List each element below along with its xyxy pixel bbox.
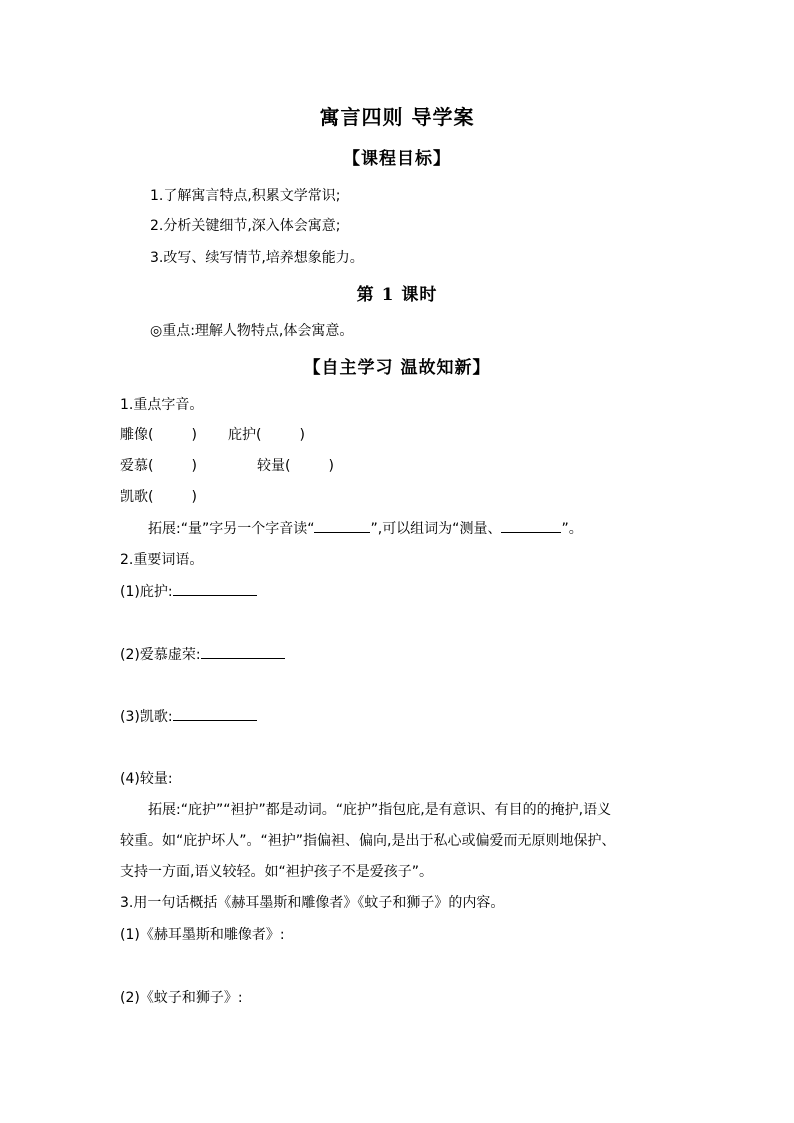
- answer-blank[interactable]: [314, 518, 370, 533]
- vocab-item: (3)凯歌:: [120, 706, 257, 727]
- question-1-title: 1.重点字音。: [120, 397, 204, 413]
- question-1-extension: 拓展:“量”字另一个字音读“ ”,可以组词为“测量、 ”。: [148, 518, 583, 539]
- objective-item: 1.了解寓言特点,积累文学常识;: [150, 188, 341, 204]
- page-title: 寓言四则 导学案: [319, 105, 475, 129]
- word: 雕像(: [120, 427, 154, 443]
- pronunciation-item: 雕像( ): [120, 427, 197, 443]
- vocab-item: (2)爱慕虚荣:: [120, 644, 285, 665]
- question-2-extension: 拓展:“庇护”“袒护”都是动词。“庇护”指包庇,是有意识、有目的的掩护,语义: [148, 802, 612, 818]
- question-2-extension: 较重。如“庇护坏人”。“袒护”指偏袒、偏向,是出于私心或偏爱而无原则地保护、: [120, 833, 616, 849]
- pronunciation-item: 庇护( ): [228, 427, 305, 443]
- summary-item: (2)《蚊子和狮子》:: [120, 990, 243, 1006]
- answer-blank[interactable]: [501, 518, 561, 533]
- word: 爱慕(: [120, 458, 154, 474]
- objective-item: 2.分析关键细节,深入体会寓意;: [150, 218, 341, 234]
- summary-item: (1)《赫耳墨斯和雕像者》:: [120, 927, 285, 943]
- pronunciation-item: 爱慕( ): [120, 458, 197, 474]
- word: 凯歌(: [120, 489, 154, 505]
- answer-blank[interactable]: [201, 644, 285, 659]
- answer-blank[interactable]: [173, 706, 257, 721]
- vocab-item: (4)较量:: [120, 771, 173, 787]
- lesson-heading: 第 1 课时: [356, 285, 438, 305]
- objectives-heading: 【课程目标】: [343, 149, 451, 169]
- question-2-extension: 支持一方面,语义较轻。如“袒护孩子不是爱孩子”。: [120, 864, 433, 880]
- word: 庇护(: [228, 427, 262, 443]
- question-3-title: 3.用一句话概括《赫耳墨斯和雕像者》《蚊子和狮子》的内容。: [120, 895, 505, 911]
- word: 较量(: [257, 458, 291, 474]
- objective-item: 3.改写、续写情节,培养想象能力。: [150, 250, 364, 266]
- study-heading: 【自主学习 温故知新】: [303, 358, 491, 378]
- answer-blank[interactable]: [173, 581, 257, 596]
- pronunciation-item: 凯歌( ): [120, 489, 197, 505]
- vocab-item: (1)庇护:: [120, 581, 257, 602]
- question-2-title: 2.重要词语。: [120, 552, 204, 568]
- key-point: ◎重点:理解人物特点,体会寓意。: [150, 323, 354, 339]
- pronunciation-item: 较量( ): [257, 458, 334, 474]
